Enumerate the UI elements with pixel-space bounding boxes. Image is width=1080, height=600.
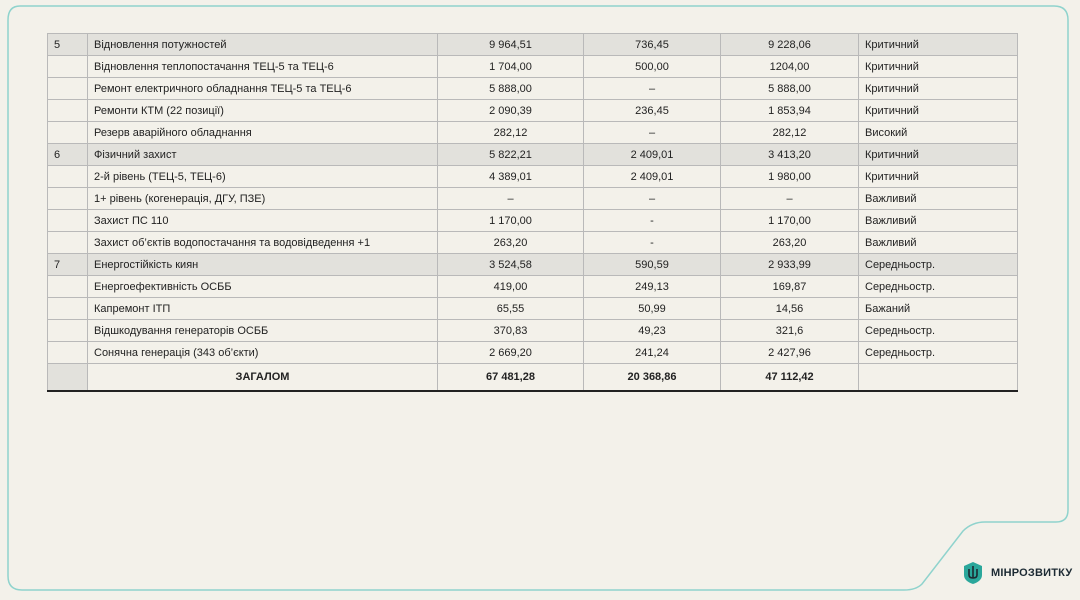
item-name: 1+ рівень (когенерація, ДГУ, ПЗЕ) (88, 188, 438, 210)
priority-cell: Важливий (859, 232, 1018, 254)
priority-cell: Важливий (859, 210, 1018, 232)
total-value: 47 112,42 (721, 364, 859, 392)
value-cell: 1 704,00 (438, 56, 584, 78)
trident-shield-icon (962, 561, 984, 585)
item-name: Відшкодування генераторів ОСББ (88, 320, 438, 342)
row-number (48, 122, 88, 144)
empty-cell (48, 364, 88, 392)
priority-cell: Критичний (859, 56, 1018, 78)
brand-logo (962, 561, 1072, 585)
value-cell: 263,20 (438, 232, 584, 254)
value-cell: 50,99 (584, 298, 721, 320)
total-value: 67 481,28 (438, 364, 584, 392)
table-row (48, 122, 1018, 144)
value-cell: 2 090,39 (438, 100, 584, 122)
priority-cell: Критичний (859, 166, 1018, 188)
value-cell: 419,00 (438, 276, 584, 298)
item-name: 2-й рівень (ТЕЦ-5, ТЕЦ-6) (88, 166, 438, 188)
priority-cell: Середньостр. (859, 342, 1018, 364)
priority-cell: Високий (859, 122, 1018, 144)
value-cell: 14,56 (721, 298, 859, 320)
total-row (48, 364, 1018, 392)
table-row (48, 276, 1018, 298)
value-cell: 4 389,01 (438, 166, 584, 188)
item-name: Захист ПС 110 (88, 210, 438, 232)
value-cell: 2 409,01 (584, 166, 721, 188)
total-value: 20 368,86 (584, 364, 721, 392)
row-number (48, 276, 88, 298)
row-number (48, 210, 88, 232)
value-cell: 2 409,01 (584, 144, 721, 166)
priority-cell: Середньостр. (859, 254, 1018, 276)
value-cell: 5 888,00 (438, 78, 584, 100)
priority-cell: Критичний (859, 144, 1018, 166)
value-cell: 2 427,96 (721, 342, 859, 364)
value-cell: 249,13 (584, 276, 721, 298)
value-cell: 1 980,00 (721, 166, 859, 188)
row-number: 7 (48, 254, 88, 276)
item-name: Капремонт ІТП (88, 298, 438, 320)
priority-cell: Важливий (859, 188, 1018, 210)
value-cell: 282,12 (438, 122, 584, 144)
table-row (48, 166, 1018, 188)
total-label: ЗАГАЛОМ (88, 364, 438, 392)
value-cell: 236,45 (584, 100, 721, 122)
value-cell: 2 933,99 (721, 254, 859, 276)
item-name: Резерв аварійного обладнання (88, 122, 438, 144)
value-cell: 169,87 (721, 276, 859, 298)
row-number (48, 166, 88, 188)
row-number: 6 (48, 144, 88, 166)
row-number: 5 (48, 34, 88, 56)
value-cell: – (584, 122, 721, 144)
value-cell: 1 853,94 (721, 100, 859, 122)
row-number (48, 56, 88, 78)
table-row (48, 232, 1018, 254)
value-cell: – (438, 188, 584, 210)
row-number (48, 188, 88, 210)
value-cell: – (584, 188, 721, 210)
item-name: Відновлення потужностей (88, 34, 438, 56)
value-cell: 1 170,00 (721, 210, 859, 232)
table-row (48, 56, 1018, 78)
value-cell: - (584, 210, 721, 232)
item-name: Захист об’єктів водопостачання та водовідведення +1 (88, 232, 438, 254)
priority-cell: Бажаний (859, 298, 1018, 320)
item-name: Ремонти КТМ (22 позиції) (88, 100, 438, 122)
value-cell: 9 964,51 (438, 34, 584, 56)
value-cell: 241,24 (584, 342, 721, 364)
value-cell: 65,55 (438, 298, 584, 320)
value-cell: 282,12 (721, 122, 859, 144)
empty-cell (859, 364, 1018, 392)
priority-cell: Критичний (859, 78, 1018, 100)
table-row (48, 342, 1018, 364)
item-name: Сонячна генерація (343 об’єкти) (88, 342, 438, 364)
value-cell: 590,59 (584, 254, 721, 276)
priority-cell: Критичний (859, 34, 1018, 56)
row-number (48, 78, 88, 100)
brand-name: МІНРОЗВИТКУ (991, 567, 1073, 579)
item-name: Енергостійкість киян (88, 254, 438, 276)
table-row (48, 78, 1018, 100)
item-name: Відновлення теплопостачання ТЕЦ-5 та ТЕЦ-6 (88, 56, 438, 78)
table-row (48, 254, 1018, 276)
table-row (48, 298, 1018, 320)
value-cell: 370,83 (438, 320, 584, 342)
value-cell: 263,20 (721, 232, 859, 254)
priority-cell: Середньостр. (859, 320, 1018, 342)
priority-cell: Критичний (859, 100, 1018, 122)
budget-table-container (47, 33, 1017, 392)
value-cell: 5 822,21 (438, 144, 584, 166)
value-cell: 500,00 (584, 56, 721, 78)
budget-table (47, 33, 1018, 392)
value-cell: – (721, 188, 859, 210)
value-cell: 3 413,20 (721, 144, 859, 166)
row-number (48, 100, 88, 122)
row-number (48, 232, 88, 254)
item-name: Енергоефективність ОСББ (88, 276, 438, 298)
value-cell: 1204,00 (721, 56, 859, 78)
value-cell: 5 888,00 (721, 78, 859, 100)
value-cell: 49,23 (584, 320, 721, 342)
priority-cell: Середньостр. (859, 276, 1018, 298)
row-number (48, 320, 88, 342)
value-cell: 736,45 (584, 34, 721, 56)
value-cell: 1 170,00 (438, 210, 584, 232)
value-cell: 2 669,20 (438, 342, 584, 364)
row-number (48, 342, 88, 364)
table-row (48, 210, 1018, 232)
item-name: Ремонт електричного обладнання ТЕЦ-5 та ТЕЦ-6 (88, 78, 438, 100)
value-cell: 3 524,58 (438, 254, 584, 276)
row-number (48, 298, 88, 320)
value-cell: 321,6 (721, 320, 859, 342)
table-row (48, 34, 1018, 56)
value-cell: – (584, 78, 721, 100)
value-cell: 9 228,06 (721, 34, 859, 56)
table-row (48, 100, 1018, 122)
table-row (48, 144, 1018, 166)
item-name: Фізичний захист (88, 144, 438, 166)
value-cell: - (584, 232, 721, 254)
table-row (48, 320, 1018, 342)
table-row (48, 188, 1018, 210)
